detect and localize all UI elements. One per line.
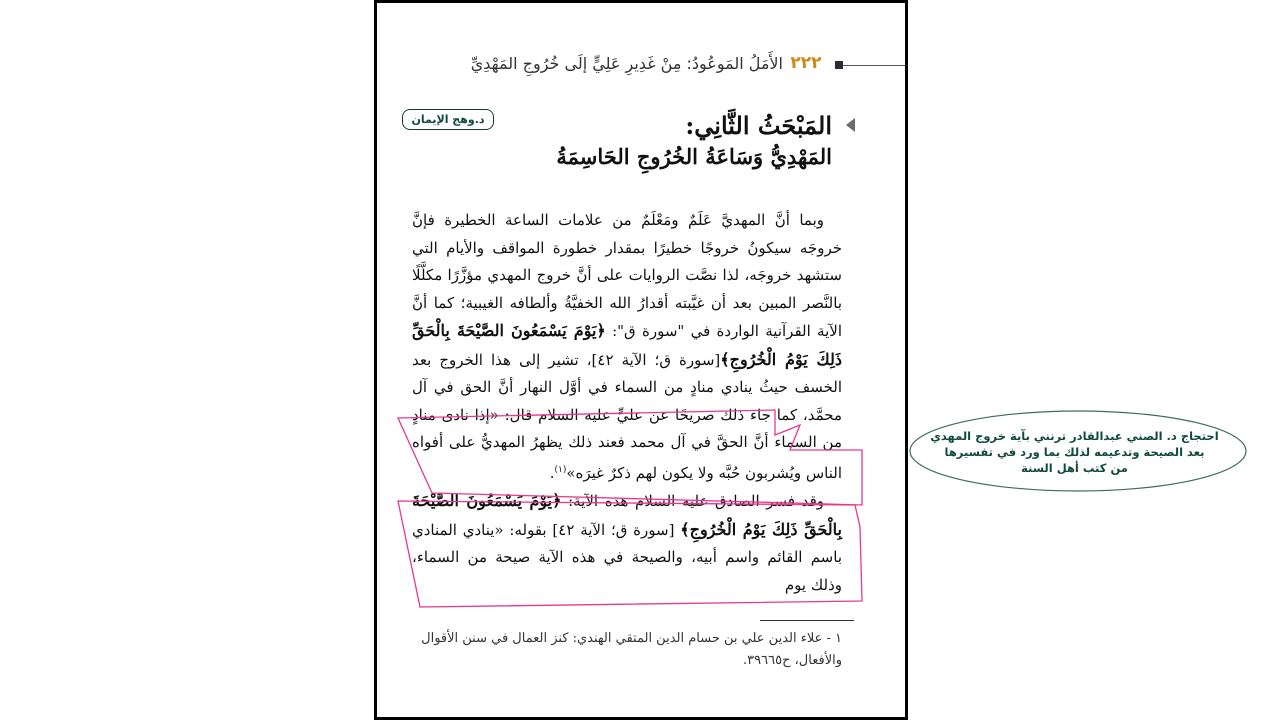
- callout-line-2: بعد الصيحة وتدعيمه لذلك بما ورد في تفسيرها: [944, 445, 1205, 459]
- section-title: [520, 110, 832, 172]
- running-head-square-marker: [835, 61, 843, 69]
- running-head-title: الأَمَلُ المَوعُودُ: مِنْ غَدِيرِ عَلِيٍّ إلَى خُرُوجِ المَهْدِيِّ: [470, 54, 783, 73]
- callout-line-1: احتجاج د. الصني عبدالقادر ترنني بآية خروج المهدي: [930, 429, 1219, 443]
- page-number: ٢٢٢: [790, 53, 822, 73]
- paragraph-text: وبما أنَّ المهديَّ عَلَمٌ ومَعْلَمٌ من علامات الساعة الخطيرة فإنَّ خروجَه سيكونُ خروجًا خطيرًا بمقدار خطورة المواقف والأيام التي ستشهد خروجَه، لذا نصَّت الروايات على أنَّ خروج المهدي مؤزَّرًا مكلَّلًا بالنَّصر المبين بعد أن غيَّبته أقدارُ الله الخفيَّةُ وألطافه الغيبية؛ كما أنَّ الآية القرآنية الواردة في "سورة ق":: [412, 211, 842, 340]
- footnote-separator: [760, 620, 854, 621]
- paragraph-text: وقد فسر الصادق عليه السلام هذه الآية:: [561, 492, 825, 510]
- section-arrow-icon: [846, 118, 855, 132]
- callout-line-3: من كتب أهل السنة: [1021, 461, 1128, 475]
- footnote-reference[interactable]: (١): [554, 464, 567, 475]
- paragraph-2: [412, 487, 842, 599]
- paragraph-text: [سورة ق؛ الآية ٤٢]، تشير إلى هذا الخروج بعد الخسف حيثُ ينادي منادٍ من السماء في أوَّل النهار أنَّ الحق في آل محمَّد، كما جاء ذلك صريحًا عن عليٍّ عليه السلام قال: «إذا نادى منادٍ من السماء أنَّ الحقَّ في آل محمد فعند ذلك يظهرُ المهديُّ على أفواه الناس ويُشربون حُبَّه ولا يكون لهم ذكرٌ غيرَه»: [412, 350, 842, 482]
- section-title-line1: المَبْحَثُ الثَّانِي:: [685, 111, 832, 140]
- footnote: [412, 628, 842, 672]
- paragraph-text: .: [549, 463, 555, 482]
- paragraph-1: [412, 207, 842, 487]
- section-title-line2: المَهْدِيُّ وَسَاعَةُ الخُرُوجِ الحَاسِمَةُ: [556, 144, 832, 169]
- footnote-line-1: ١ - علاء الدين علي بن حسام الدين المتقي الهندي: كنز العمال في سنن الأقوال: [421, 631, 842, 646]
- watermark-badge: د.وهج الإيمان: [402, 109, 494, 130]
- running-head-rule: [843, 65, 905, 66]
- paragraph-text: [سورة ق؛ الآية ٤٢] بقوله: «ينادي المنادي باسم القائم واسم أبيه، والصيحة في هذه الآية صيحة من السماء، وذلك يوم: [412, 520, 842, 594]
- quran-verse: ﴿يَوْمَ يَسْمَعُونَ الصَّيْحَةَ بِالْحَقِّ ذَلِكَ يَوْمُ الْخُرُوجِ﴾: [412, 491, 842, 539]
- footnote-line-2: والأفعال، ح٣٩٦٦٥.: [743, 653, 842, 668]
- annotation-callout: [912, 428, 1237, 476]
- quran-verse: ﴿يَوْمَ يَسْمَعُونَ الصَّيْحَةَ بِالْحَقِّ ذَلِكَ يَوْمُ الْخُرُوجِ﴾: [412, 321, 842, 369]
- body-text: [412, 207, 842, 599]
